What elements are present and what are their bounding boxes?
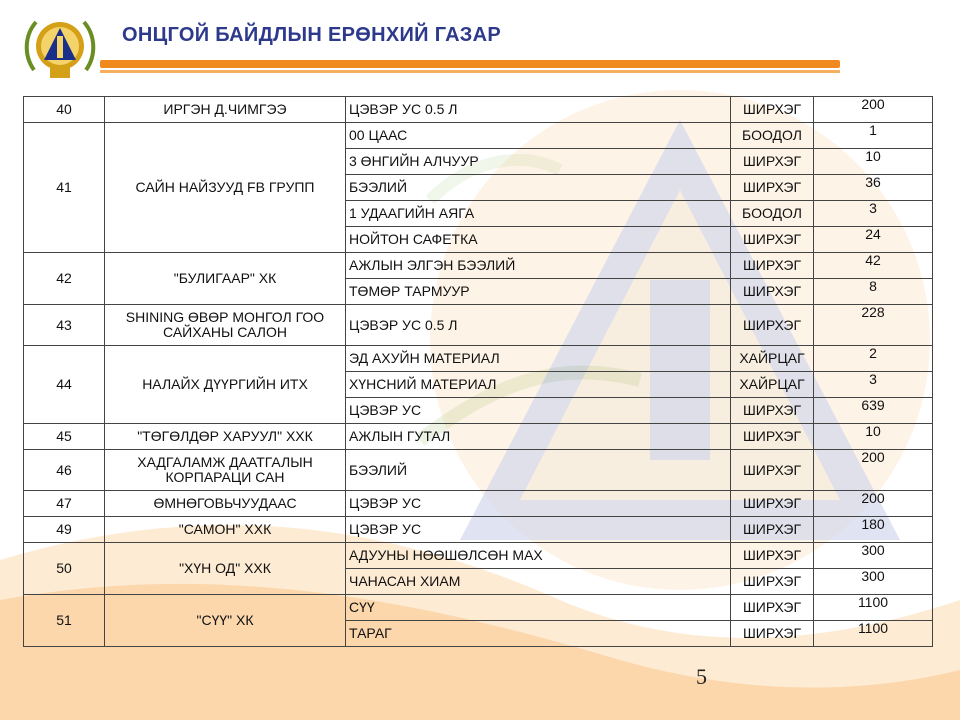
donor-cell: "БУЛИГААР" ХК <box>105 253 346 305</box>
table-row <box>24 424 933 450</box>
quantity-cell: 8 <box>814 279 933 305</box>
unit-cell: ШИРХЭГ <box>731 450 814 491</box>
item-cell: БЭЭЛИЙ <box>346 175 731 201</box>
table-row <box>24 346 933 372</box>
row-number-cell: 40 <box>24 97 105 123</box>
item-cell: ХҮНСНИЙ МАТЕРИАЛ <box>346 372 731 398</box>
quantity-cell: 200 <box>814 491 933 517</box>
donor-cell: "ТӨГӨЛДӨР ХАРУУЛ" ХХК <box>105 424 346 450</box>
item-cell: ЧАНАСАН ХИАМ <box>346 569 731 595</box>
unit-cell: ШИРХЭГ <box>731 398 814 424</box>
unit-cell: ШИРХЭГ <box>731 424 814 450</box>
page-number: 5 <box>696 664 707 689</box>
item-cell: ЦЭВЭР УС 0.5 Л <box>346 305 731 346</box>
item-cell: АЖЛЫН ГУТАЛ <box>346 424 731 450</box>
item-cell: 00 ЦААС <box>346 123 731 149</box>
donor-cell: ХАДГАЛАМЖ ДААТГАЛЫН КОРПАРАЦИ САН <box>105 450 346 491</box>
table-row <box>24 97 933 123</box>
header-divider-thin <box>100 70 840 73</box>
quantity-cell: 1100 <box>814 621 933 647</box>
quantity-cell: 300 <box>814 569 933 595</box>
quantity-cell: 180 <box>814 517 933 543</box>
table-row <box>24 123 933 149</box>
row-number-cell: 45 <box>24 424 105 450</box>
unit-cell: БООДОЛ <box>731 201 814 227</box>
quantity-cell: 3 <box>814 201 933 227</box>
unit-cell: ШИРХЭГ <box>731 305 814 346</box>
unit-cell: ШИРХЭГ <box>731 253 814 279</box>
quantity-cell: 228 <box>814 305 933 346</box>
table-row <box>24 543 933 569</box>
unit-cell: ШИРХЭГ <box>731 569 814 595</box>
quantity-cell: 10 <box>814 424 933 450</box>
header-divider <box>100 60 840 68</box>
quantity-cell: 24 <box>814 227 933 253</box>
unit-cell: ХАЙРЦАГ <box>731 346 814 372</box>
donor-cell: НАЛАЙХ ДҮҮРГИЙН ИТХ <box>105 346 346 424</box>
quantity-cell: 200 <box>814 450 933 491</box>
soyombo-emblem-icon <box>20 8 100 88</box>
donor-cell: ӨМНӨГОВЬЧУУДААС <box>105 491 346 517</box>
donor-cell: "САМОН" ХХК <box>105 517 346 543</box>
row-number-cell: 50 <box>24 543 105 595</box>
item-cell: ЦЭВЭР УС <box>346 491 731 517</box>
unit-cell: ХАЙРЦАГ <box>731 372 814 398</box>
quantity-cell: 639 <box>814 398 933 424</box>
item-cell: АДУУНЫ НӨӨШӨЛСӨН МАХ <box>346 543 731 569</box>
table-row <box>24 491 933 517</box>
unit-cell: ШИРХЭГ <box>731 543 814 569</box>
donor-cell: SHINING ӨВӨР МОНГОЛ ГОО САЙХАНЫ САЛОН <box>105 305 346 346</box>
row-number-cell: 49 <box>24 517 105 543</box>
table-row <box>24 595 933 621</box>
donations-table <box>23 96 933 647</box>
table-row <box>24 450 933 491</box>
unit-cell: ШИРХЭГ <box>731 491 814 517</box>
donor-cell: "ХҮН ОД" ХХК <box>105 543 346 595</box>
quantity-cell: 1100 <box>814 595 933 621</box>
item-cell: БЭЭЛИЙ <box>346 450 731 491</box>
quantity-cell: 300 <box>814 543 933 569</box>
donor-cell: ИРГЭН Д.ЧИМГЭЭ <box>105 97 346 123</box>
unit-cell: ШИРХЭГ <box>731 517 814 543</box>
quantity-cell: 36 <box>814 175 933 201</box>
header <box>0 0 960 90</box>
quantity-cell: 3 <box>814 372 933 398</box>
quantity-cell: 1 <box>814 123 933 149</box>
item-cell: ЦЭВЭР УС 0.5 Л <box>346 97 731 123</box>
quantity-cell: 2 <box>814 346 933 372</box>
item-cell: ЦЭВЭР УС <box>346 517 731 543</box>
table-row <box>24 305 933 346</box>
unit-cell: БООДОЛ <box>731 123 814 149</box>
quantity-cell: 10 <box>814 149 933 175</box>
row-number-cell: 44 <box>24 346 105 424</box>
row-number-cell: 46 <box>24 450 105 491</box>
table-row <box>24 253 933 279</box>
quantity-cell: 200 <box>814 97 933 123</box>
page-title: ОНЦГОЙ БАЙДЛЫН ЕРӨНХИЙ ГАЗАР <box>122 24 502 46</box>
item-cell: 3 ӨНГИЙН АЛЧУУР <box>346 149 731 175</box>
unit-cell: ШИРХЭГ <box>731 97 814 123</box>
table-row <box>24 517 933 543</box>
item-cell: ЭД АХУЙН МАТЕРИАЛ <box>346 346 731 372</box>
unit-cell: ШИРХЭГ <box>731 175 814 201</box>
donor-cell: "СҮҮ" ХК <box>105 595 346 647</box>
item-cell: ТАРАГ <box>346 621 731 647</box>
row-number-cell: 47 <box>24 491 105 517</box>
unit-cell: ШИРХЭГ <box>731 595 814 621</box>
item-cell: ТӨМӨР ТАРМУУР <box>346 279 731 305</box>
unit-cell: ШИРХЭГ <box>731 621 814 647</box>
unit-cell: ШИРХЭГ <box>731 149 814 175</box>
unit-cell: ШИРХЭГ <box>731 279 814 305</box>
row-number-cell: 51 <box>24 595 105 647</box>
row-number-cell: 43 <box>24 305 105 346</box>
item-cell: АЖЛЫН ЭЛГЭН БЭЭЛИЙ <box>346 253 731 279</box>
item-cell: СҮҮ <box>346 595 731 621</box>
donor-cell: САЙН НАЙЗУУД FB ГРУПП <box>105 123 346 253</box>
row-number-cell: 42 <box>24 253 105 305</box>
quantity-cell: 42 <box>814 253 933 279</box>
unit-cell: ШИРХЭГ <box>731 227 814 253</box>
item-cell: НОЙТОН САФЕТКА <box>346 227 731 253</box>
row-number-cell: 41 <box>24 123 105 253</box>
item-cell: ЦЭВЭР УС <box>346 398 731 424</box>
item-cell: 1 УДААГИЙН АЯГА <box>346 201 731 227</box>
